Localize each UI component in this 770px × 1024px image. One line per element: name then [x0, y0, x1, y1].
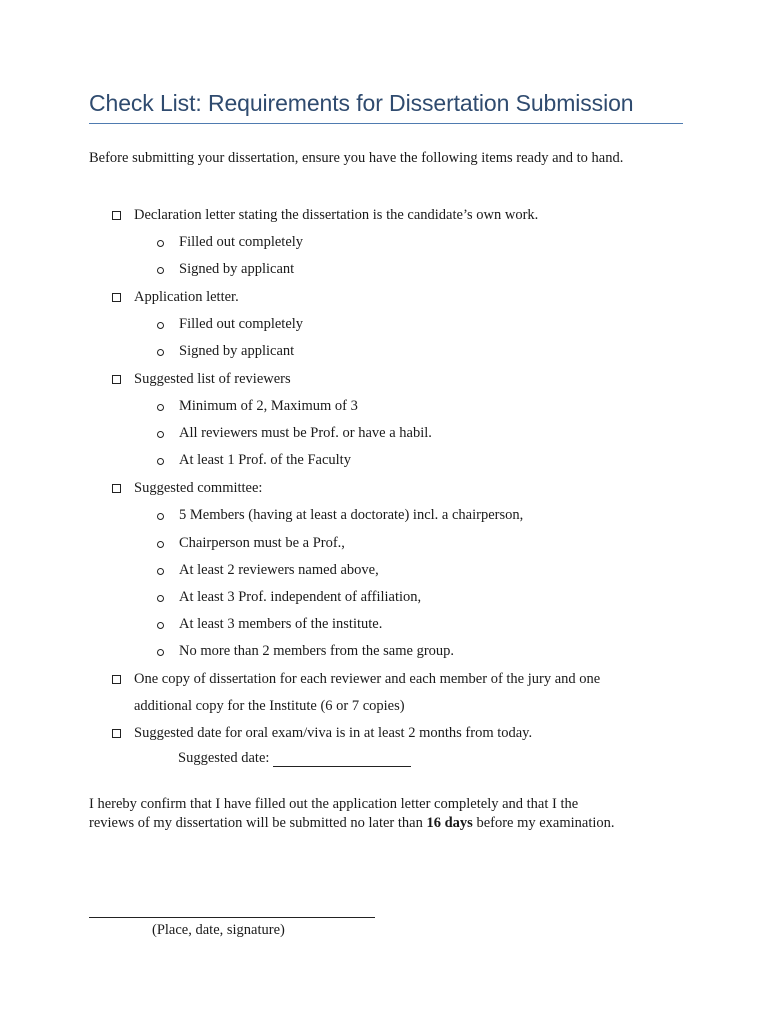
bullet-circle-icon: [157, 458, 164, 465]
checklist-item-application-letter: [112, 289, 239, 311]
bullet-circle-icon: [157, 622, 164, 629]
confirm-line1: I hereby confirm that I have filled out the application letter completely and that I the: [89, 796, 579, 812]
page-title: Check List: Requirements for Dissertation Submission: [89, 90, 683, 124]
sub-item-label: Minimum of 2, Maximum of 3: [179, 398, 358, 414]
bullet-circle-icon: [157, 322, 164, 329]
sub-item: [157, 616, 382, 638]
checklist-item-reviewers: [112, 371, 291, 393]
sub-item: [157, 261, 294, 283]
sub-item-label: Filled out completely: [179, 234, 304, 250]
item-label: Suggested list of reviewers: [134, 371, 291, 387]
sub-item: [157, 507, 523, 529]
sub-item: [157, 535, 345, 557]
bullet-circle-icon: [157, 649, 164, 656]
item-label-line2: additional copy for the Institute (6 or 7 copies): [134, 698, 405, 714]
checkbox-icon[interactable]: [112, 293, 121, 302]
sub-item: [157, 643, 454, 665]
checklist-item-exam-date: [112, 725, 532, 747]
sub-item-label: No more than 2 members from the same group.: [179, 643, 455, 659]
confirmation-paragraph: [89, 795, 689, 833]
checklist-item-declaration: [112, 207, 538, 229]
bullet-circle-icon: [157, 240, 164, 247]
sub-item: [157, 234, 303, 256]
bullet-circle-icon: [157, 431, 164, 438]
sub-item-label: At least 2 reviewers named above,: [179, 562, 379, 578]
bullet-circle-icon: [157, 595, 164, 602]
sub-item-label: 5 Members (having at least a doctorate) incl. a chairperson,: [179, 507, 524, 523]
bullet-circle-icon: [157, 513, 164, 520]
sub-item: [157, 398, 358, 420]
item-label: Declaration letter stating the dissertation is the candidate’s own work.: [134, 207, 539, 223]
suggested-date-field[interactable]: [273, 752, 411, 767]
bullet-circle-icon: [157, 568, 164, 575]
checkbox-icon[interactable]: [112, 211, 121, 220]
sub-item: [157, 343, 294, 365]
checkbox-icon[interactable]: [112, 484, 121, 493]
signature-line[interactable]: [89, 917, 375, 918]
sub-item-label: Signed by applicant: [179, 343, 295, 359]
item-label: Suggested committee:: [134, 480, 263, 496]
suggested-date-row: [178, 750, 411, 767]
sub-item-label: Filled out completely: [179, 316, 304, 332]
sub-item: [157, 316, 303, 338]
sub-item-label: Signed by applicant: [179, 261, 295, 277]
suggested-date-label: Suggested date:: [178, 750, 270, 766]
sub-item-label: All reviewers must be Prof. or have a habil.: [179, 425, 432, 441]
bullet-circle-icon: [157, 349, 164, 356]
checkbox-icon[interactable]: [112, 675, 121, 684]
confirm-line2-suffix: before my examination.: [472, 815, 615, 831]
item-label: Application letter.: [134, 289, 239, 305]
sub-item-label: Chairperson must be a Prof.,: [179, 535, 345, 551]
bullet-circle-icon: [157, 404, 164, 411]
bullet-circle-icon: [157, 267, 164, 274]
checkbox-icon[interactable]: [112, 729, 121, 738]
item-label: [134, 666, 600, 720]
sub-item-label: At least 1 Prof. of the Faculty: [179, 452, 351, 468]
checklist-item-copies: [112, 671, 600, 720]
sub-item-label: At least 3 members of the institute.: [179, 616, 383, 632]
sub-item: [157, 452, 351, 474]
sub-item-label: At least 3 Prof. independent of affiliation,: [179, 589, 422, 605]
confirm-line2-prefix: reviews of my dissertation will be submitted no later than: [89, 815, 427, 831]
checkbox-icon[interactable]: [112, 375, 121, 384]
sub-item: [157, 425, 432, 447]
sub-item: [157, 562, 379, 584]
item-label-line1: One copy of dissertation for each reviewer and each member of the jury and one: [134, 671, 601, 687]
checklist-item-committee: [112, 480, 262, 502]
intro-paragraph: Before submitting your dissertation, ensure you have the following items ready and to hand.: [89, 150, 624, 166]
signature-caption: (Place, date, signature): [152, 922, 285, 938]
bullet-circle-icon: [157, 541, 164, 548]
item-label: Suggested date for oral exam/viva is in at least 2 months from today.: [134, 725, 533, 741]
sub-item: [157, 589, 421, 611]
deadline-emphasis: 16 days: [426, 815, 473, 831]
